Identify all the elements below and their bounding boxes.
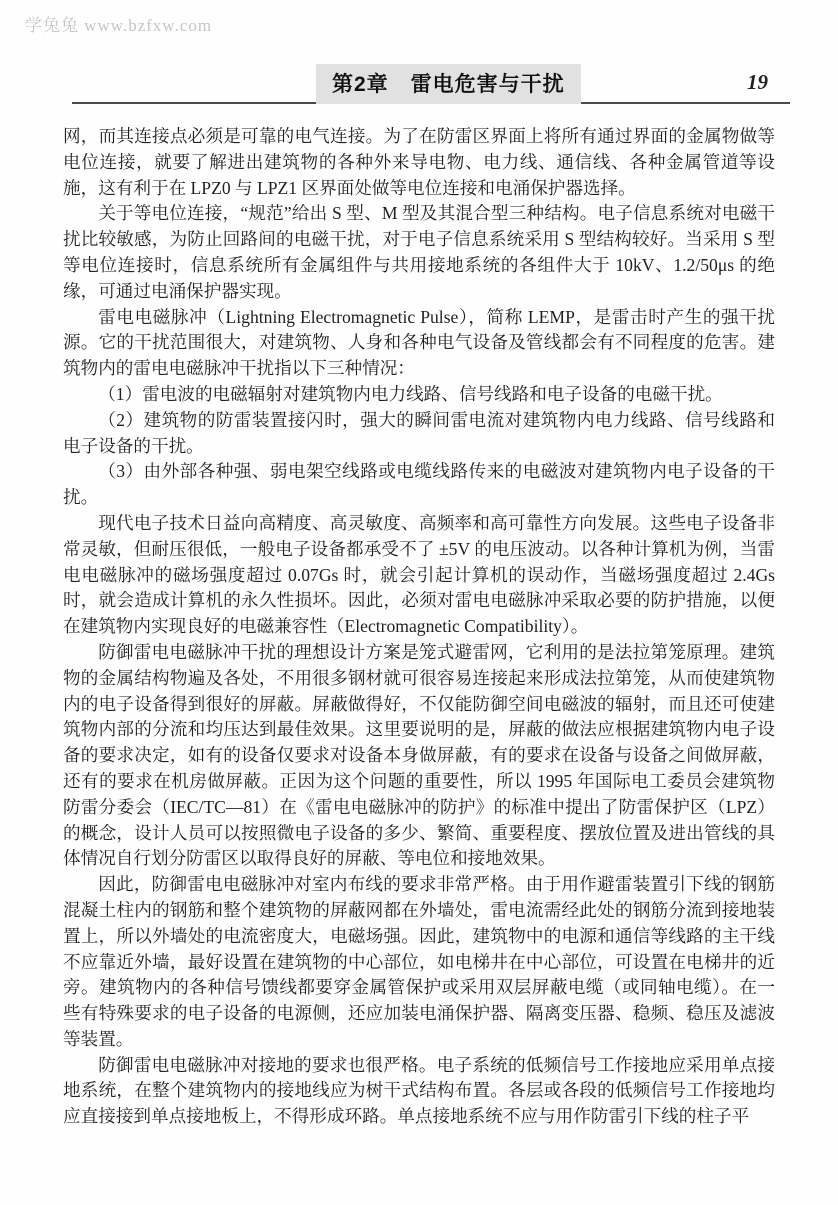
- page-header: [72, 0, 790, 104]
- paragraph: 防御雷电电磁脉冲干扰的理想设计方案是笼式避雷网，它利用的是法拉第笼原理。建筑物的金属结构物遍及各处，不用很多钢材就可很容易连接起来形成法拉第笼，从而使建筑物内的电子设备得到很好的屏蔽。屏蔽做得好，不仅能防御空间电磁波的辐射，而且还可使建筑物内部的分流和均压达到最佳效果。这里要说明的是，屏蔽的做法应根据建筑物内电子设备的要求决定，如有的设备仅要求对设备本身做屏蔽，有的要求在设备与设备之间做屏蔽，还有的要求在机房做屏蔽。正因为这个问题的重要性，所以 1995 年国际电工委员会建筑物防雷分委会（IEC/TC—81）在《雷电电磁脉冲的防护》的标准中提出了防雷保护区（LPZ）的概念，设计人员可以按照微电子设备的多少、繁简、重要程度、摆放位置及进出管线的具体情况自行划分防雷区以取得良好的屏蔽、等电位和接地效果。: [63, 641, 775, 869]
- chapter-title: 第2章 雷电危害与干扰: [316, 64, 581, 104]
- paragraph-list-item: （1）雷电波的电磁辐射对建筑物内电力线路、信号线路和电子设备的电磁干扰。: [98, 383, 723, 404]
- paragraph: 现代电子技术日益向高精度、高灵敏度、高频率和高可靠性方向发展。这些电子设备非常灵敏，但耐压很低，一般电子设备都承受不了 ±5V 的电压波动。以各种计算机为例，当雷电电磁脉冲的磁场强度超过 0.07Gs 时，就会引起计算机的误动作，当磁场强度超过 2.4Gs 时，就会造成计算机的永久性损坏。因此，必须对雷电电磁脉冲采取必要的防护措施，以便在建筑物内实现良好的电磁兼容性（Electromagnetic Compatibility）。: [63, 512, 775, 637]
- paragraph: 因此，防御雷电电磁脉冲对室内布线的要求非常严格。由于用作避雷装置引下线的钢筋混凝土柱内的钢筋和整个建筑物的屏蔽网都在外墙处，雷电流需经此处的钢筋分流到接地装置上，所以外墙处的电流密度大，电磁场强。因此，建筑物中的电源和通信等线路的主干线不应靠近外墙，最好设置在建筑物的中心部位，如电梯井在中心部位，可设置在电梯井的近旁。建筑物内的各种信号馈线都要穿金属管保护或采用双层屏蔽电缆（或同轴电缆）。在一些有特殊要求的电子设备的电源侧，还应加装电涌保护器、隔离变压器、稳频、稳压及滤波等装置。: [63, 874, 775, 1049]
- watermark: 学兔兔 www.bzfxw.com: [25, 16, 213, 35]
- page-body: [63, 124, 775, 1130]
- paragraph: 雷电电磁脉冲（Lightning Electromagnetic Pulse），简称 LEMP，是雷击时产生的强干扰源。它的干扰范围很大，对建筑物、人身和各种电气设备及管线都会有不同程度的危害。建筑物内的雷电电磁脉冲干扰指以下三种情况：: [63, 306, 775, 379]
- paragraph: 网，而其连接点必须是可靠的电气连接。为了在防雷区界面上将所有通过界面的金属物做等电位连接，就要了解进出建筑物的各种外来导电物、电力线、通信线、各种金属管道等设施，这有利于在 LPZ0 与 LPZ1 区界面处做等电位连接和电涌保护器选择。: [63, 126, 775, 198]
- page-number: 19: [747, 70, 768, 94]
- paragraph: 防御雷电电磁脉冲对接地的要求也很严格。电子系统的低频信号工作接地应采用单点接地系统，在整个建筑物内的接地线应为树干式结构布置。各层或各段的低频信号工作接地均应直接接到单点接地板上，不得形成环路。单点接地系统不应与用作防雷引下线的柱子平: [63, 1054, 775, 1127]
- paragraph: 关于等电位连接，“规范”给出 S 型、M 型及其混合型三种结构。电子信息系统对电磁干扰比较敏感，为防止回路间的电磁干扰，对于电子信息系统采用 S 型结构较好。当采用 S 型等电位连接时，信息系统所有金属组件与共用接地系统的各组件大于 10kV、1.2/50μs 的绝缘，可通过电涌保护器实现。: [63, 203, 775, 301]
- paragraph-list-item: （2）建筑物的防雷装置接闪时，强大的瞬间雷电流对建筑物内电力线路、信号线路和电子设备的干扰。: [63, 409, 775, 456]
- paragraph-list-item: （3）由外部各种强、弱电架空线路或电缆线路传来的电磁波对建筑物内电子设备的干扰。: [63, 461, 775, 508]
